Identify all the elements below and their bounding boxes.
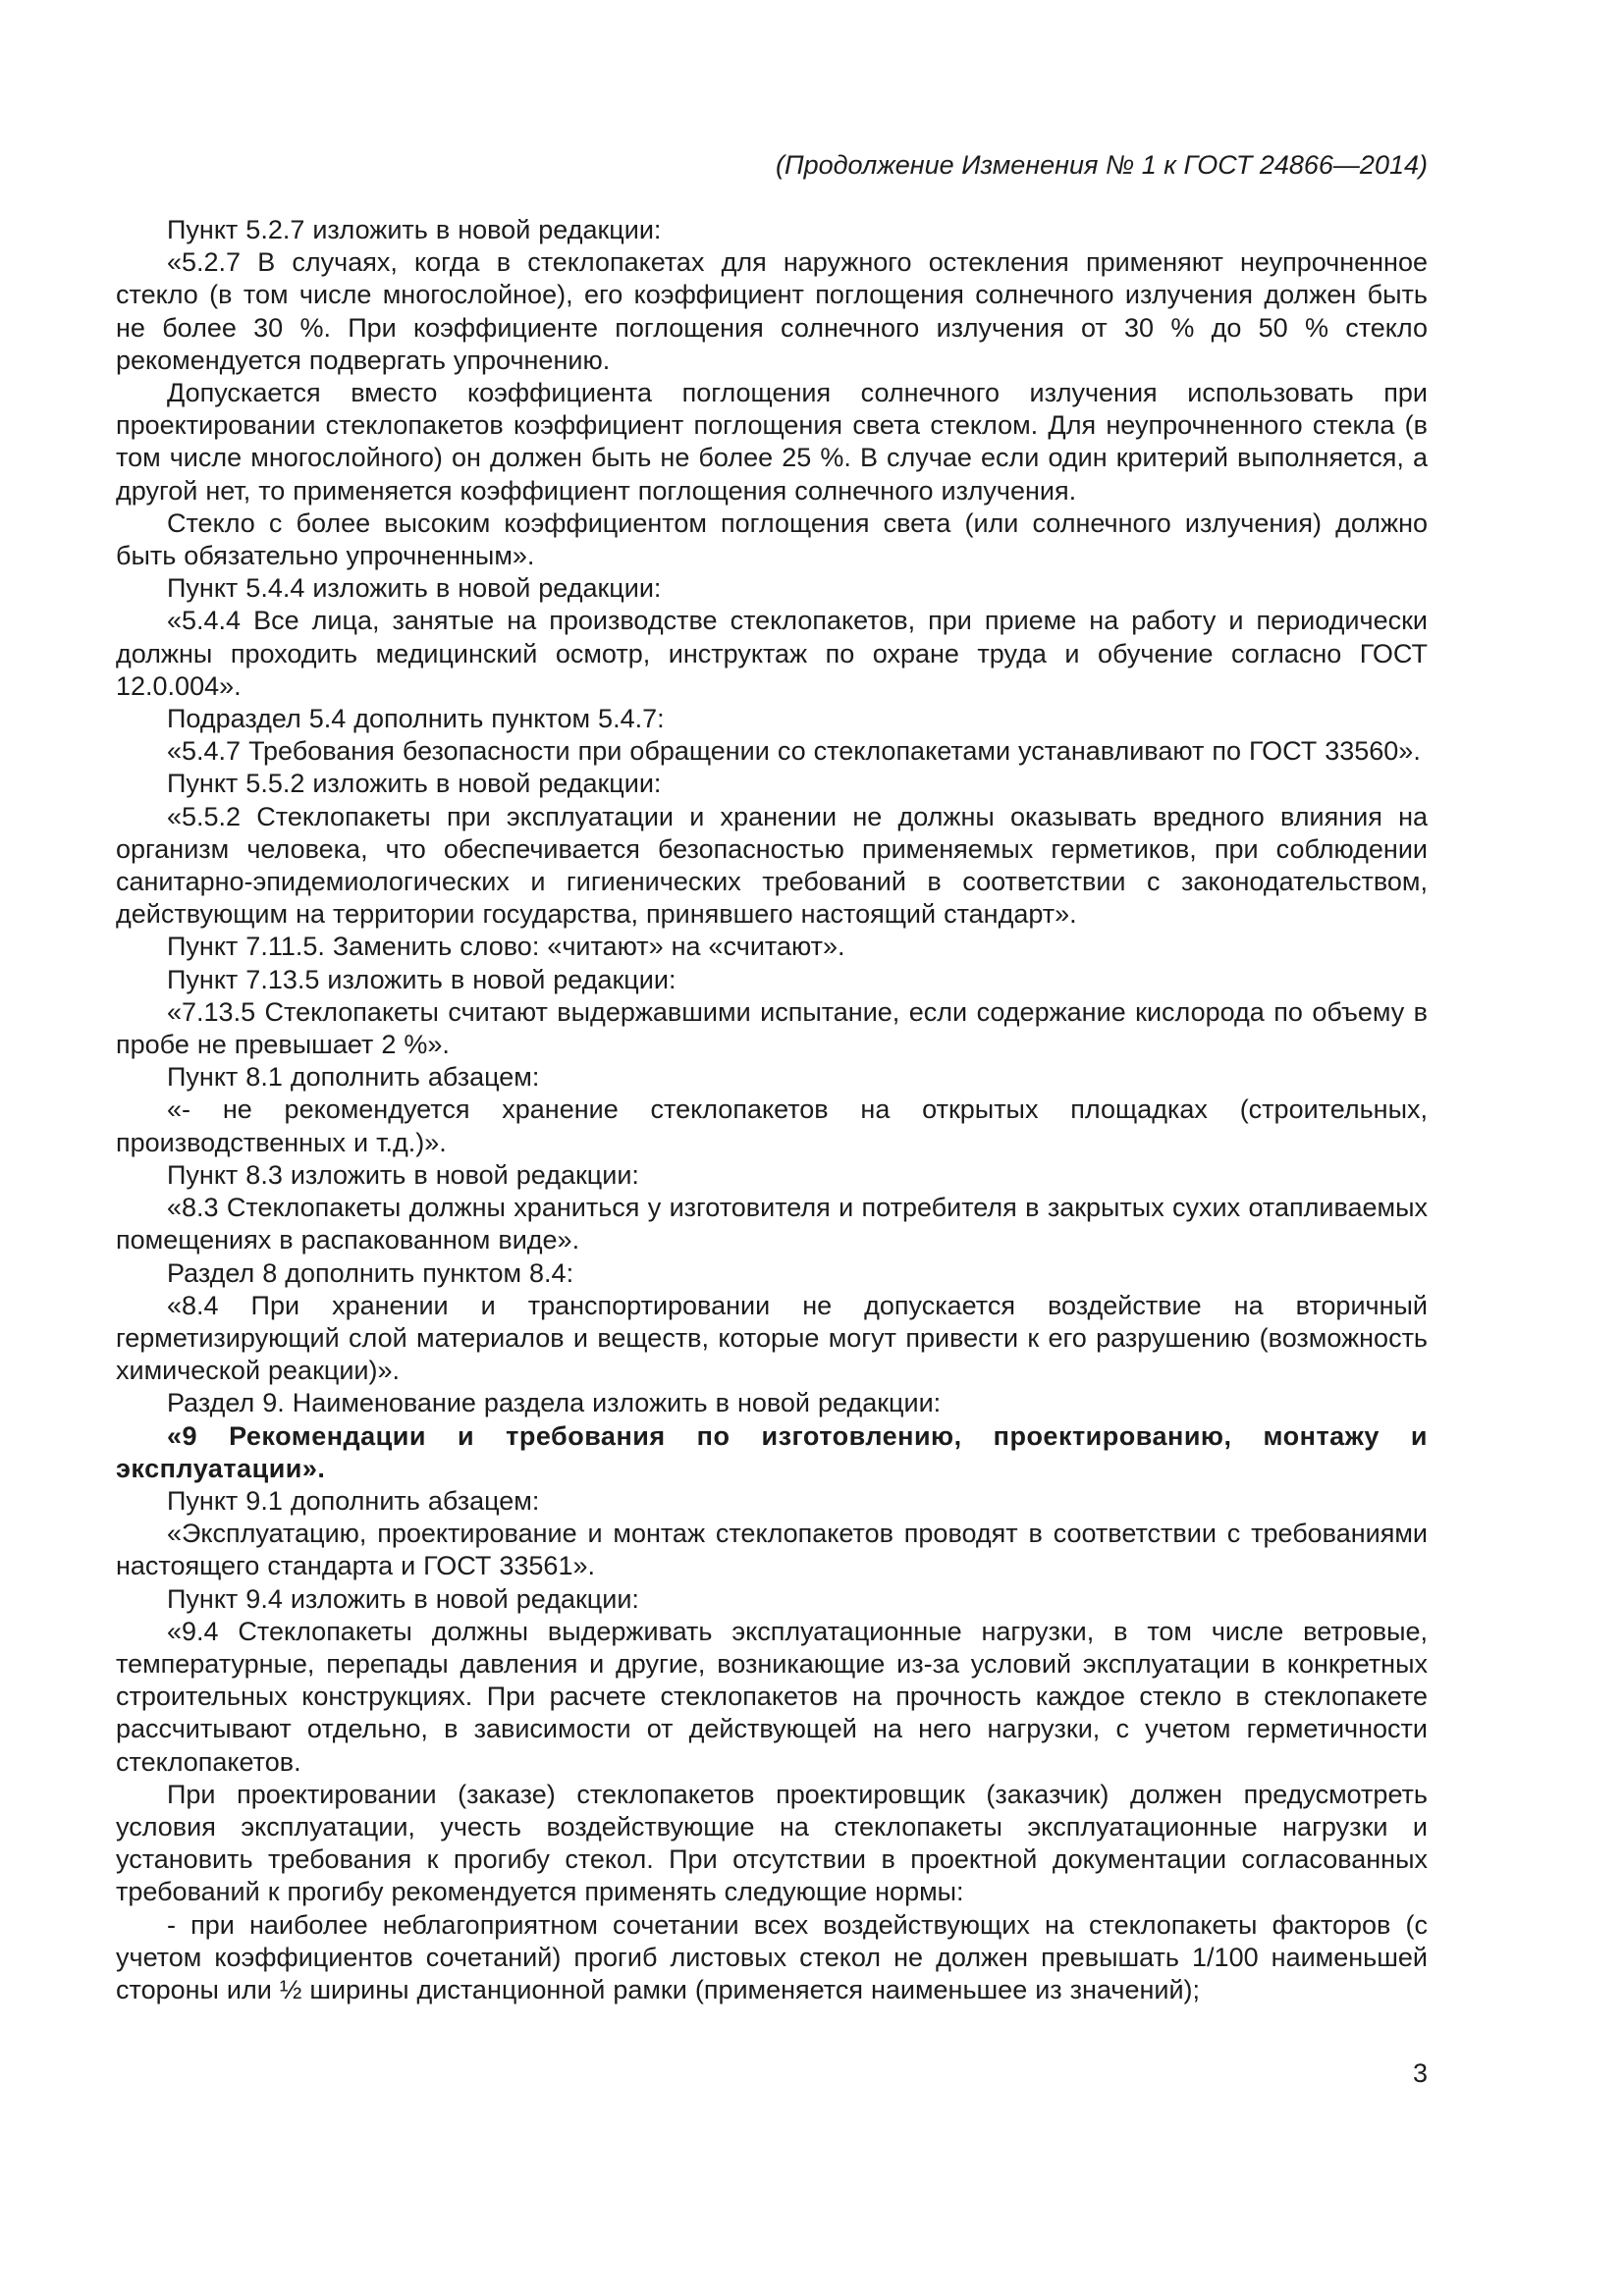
paragraph: «9.4 Стеклопакеты должны выдерживать эксплуатационные нагрузки, в том числе ветровые, температурные, перепады давления и другие, возникающие из-за условий эксплуатации в конкретных строительных конструкциях. При расчете стеклопакетов на прочность каждое стекло в стеклопакете рассчитывают отдельно, в зависимости от действующей на него нагрузки, с учетом герметичности стеклопакетов.: [116, 1616, 1428, 1777]
paragraph: «- не рекомендуется хранение стеклопакетов на открытых площадках (строительных, производственных и т.д.)».: [116, 1095, 1428, 1157]
page-number: 3: [1412, 2058, 1428, 2088]
paragraph: Пункт 9.4 изложить в новой редакции:: [167, 1583, 639, 1614]
running-header: (Продолжение Изменения № 1 к ГОСТ 24866—2014): [776, 150, 1428, 180]
paragraph: Пункт 8.3 изложить в новой редакции:: [167, 1159, 639, 1190]
paragraph: «5.4.4 Все лица, занятые на производстве стеклопакетов, при приеме на работу и периодически должны проходить медицинский осмотр, инструктаж по охране труда и обучение согласно ГОСТ 12.0.004».: [116, 606, 1428, 701]
paragraph: «5.5.2 Стеклопакеты при эксплуатации и хранении не должны оказывать вредного влияния на организм человека, что обеспечивается безопасностью применяемых герметиков, при соблюдении санитарно-эпидемиологических и гигиенических требований в соответствии с законодательством, действующим на территории государства, принявшего настоящий стандарт».: [116, 801, 1428, 930]
paragraph: Раздел 9. Наименование раздела изложить в новой редакции:: [167, 1388, 942, 1418]
paragraph: «8.3 Стеклопакеты должны храниться у изготовителя и потребителя в закрытых сухих отапливаемых помещениях в распакованном виде».: [116, 1193, 1428, 1255]
paragraph: Пункт 5.4.4 изложить в новой редакции:: [167, 573, 662, 604]
paragraph: При проектировании (заказе) стеклопакетов проектировщик (заказчик) должен предусмотреть условия эксплуатации, учесть воздействующие на стеклопакеты эксплуатационные нагрузки и установить требования к прогибу стекол. При отсутствии в проектной документации согласованных требований к прогибу рекомендуется применять следующие нормы:: [116, 1779, 1428, 1907]
document-body: [116, 214, 1428, 2006]
paragraph: Пункт 7.11.5. Заменить слово: «читают» на «считают».: [167, 932, 845, 962]
paragraph: «8.4 При хранении и транспортировании не допускается воздействие на вторичный герметизирующий слой материалов и веществ, которые могут привести к его разрушению (возможность химической реакции)».: [116, 1290, 1428, 1386]
text-block: [116, 149, 1428, 2006]
paragraph: «9 Рекомендации и требования по изготовлению, проектированию, монтажу и эксплуатации».: [116, 1420, 1428, 1483]
paragraph: «7.13.5 Стеклопакеты считают выдержавшими испытание, если содержание кислорода по объему в пробе не превышает 2 %».: [116, 996, 1428, 1060]
paragraph: Стекло с более высоким коэффициентом поглощения света (или солнечного излучения) должно быть обязательно упрочненным».: [116, 507, 1428, 571]
paragraph: Пункт 9.1 дополнить абзацем:: [167, 1485, 540, 1516]
paragraph: Раздел 8 дополнить пунктом 8.4:: [167, 1257, 574, 1288]
paragraph: Пункт 5.2.7 изложить в новой редакции:: [167, 215, 662, 244]
paragraph: «5.4.7 Требования безопасности при обращении со стеклопакетами устанавливают по ГОСТ 33560».: [167, 736, 1421, 767]
paragraph: Подраздел 5.4 дополнить пунктом 5.4.7:: [167, 704, 665, 734]
paragraph: Пункт 5.5.2 изложить в новой редакции:: [167, 769, 662, 799]
paragraph: Пункт 8.1 дополнить абзацем:: [167, 1062, 540, 1093]
paragraph: Пункт 7.13.5 изложить в новой редакции:: [167, 964, 677, 994]
paragraph: - при наиболее неблагоприятном сочетании всех воздействующих на стеклопакеты факторов (с учетом коэффициентов сочетаний) прогиб листовых стекол не должен превышать 1/100 наименьшей стороны или ½ ширины дистанционной рамки (применяется наименьшее из значений);: [116, 1909, 1428, 2004]
paragraph: Допускается вместо коэффициента поглощения солнечного излучения использовать при проектировании стеклопакетов коэффициент поглощения света стеклом. Для неупрочненного стекла (в том числе многослойного) он должен быть не более 25 %. В случае если один критерий выполняется, а другой нет, то применяется коэффициент поглощения солнечного излучения.: [116, 378, 1428, 506]
paragraph: «Эксплуатацию, проектирование и монтаж стеклопакетов проводят в соответствии с требованиями настоящего стандарта и ГОСТ 33561».: [116, 1519, 1428, 1581]
paragraph: «5.2.7 В случаях, когда в стеклопакетах для наружного остекления применяют неупрочненное стекло (в том числе многослойное), его коэффициент поглощения солнечного излучения должен быть не более 30 %. При коэффициенте поглощения солнечного излучения от 30 % до 50 % стекло рекомендуется подвергать упрочнению.: [116, 247, 1428, 375]
